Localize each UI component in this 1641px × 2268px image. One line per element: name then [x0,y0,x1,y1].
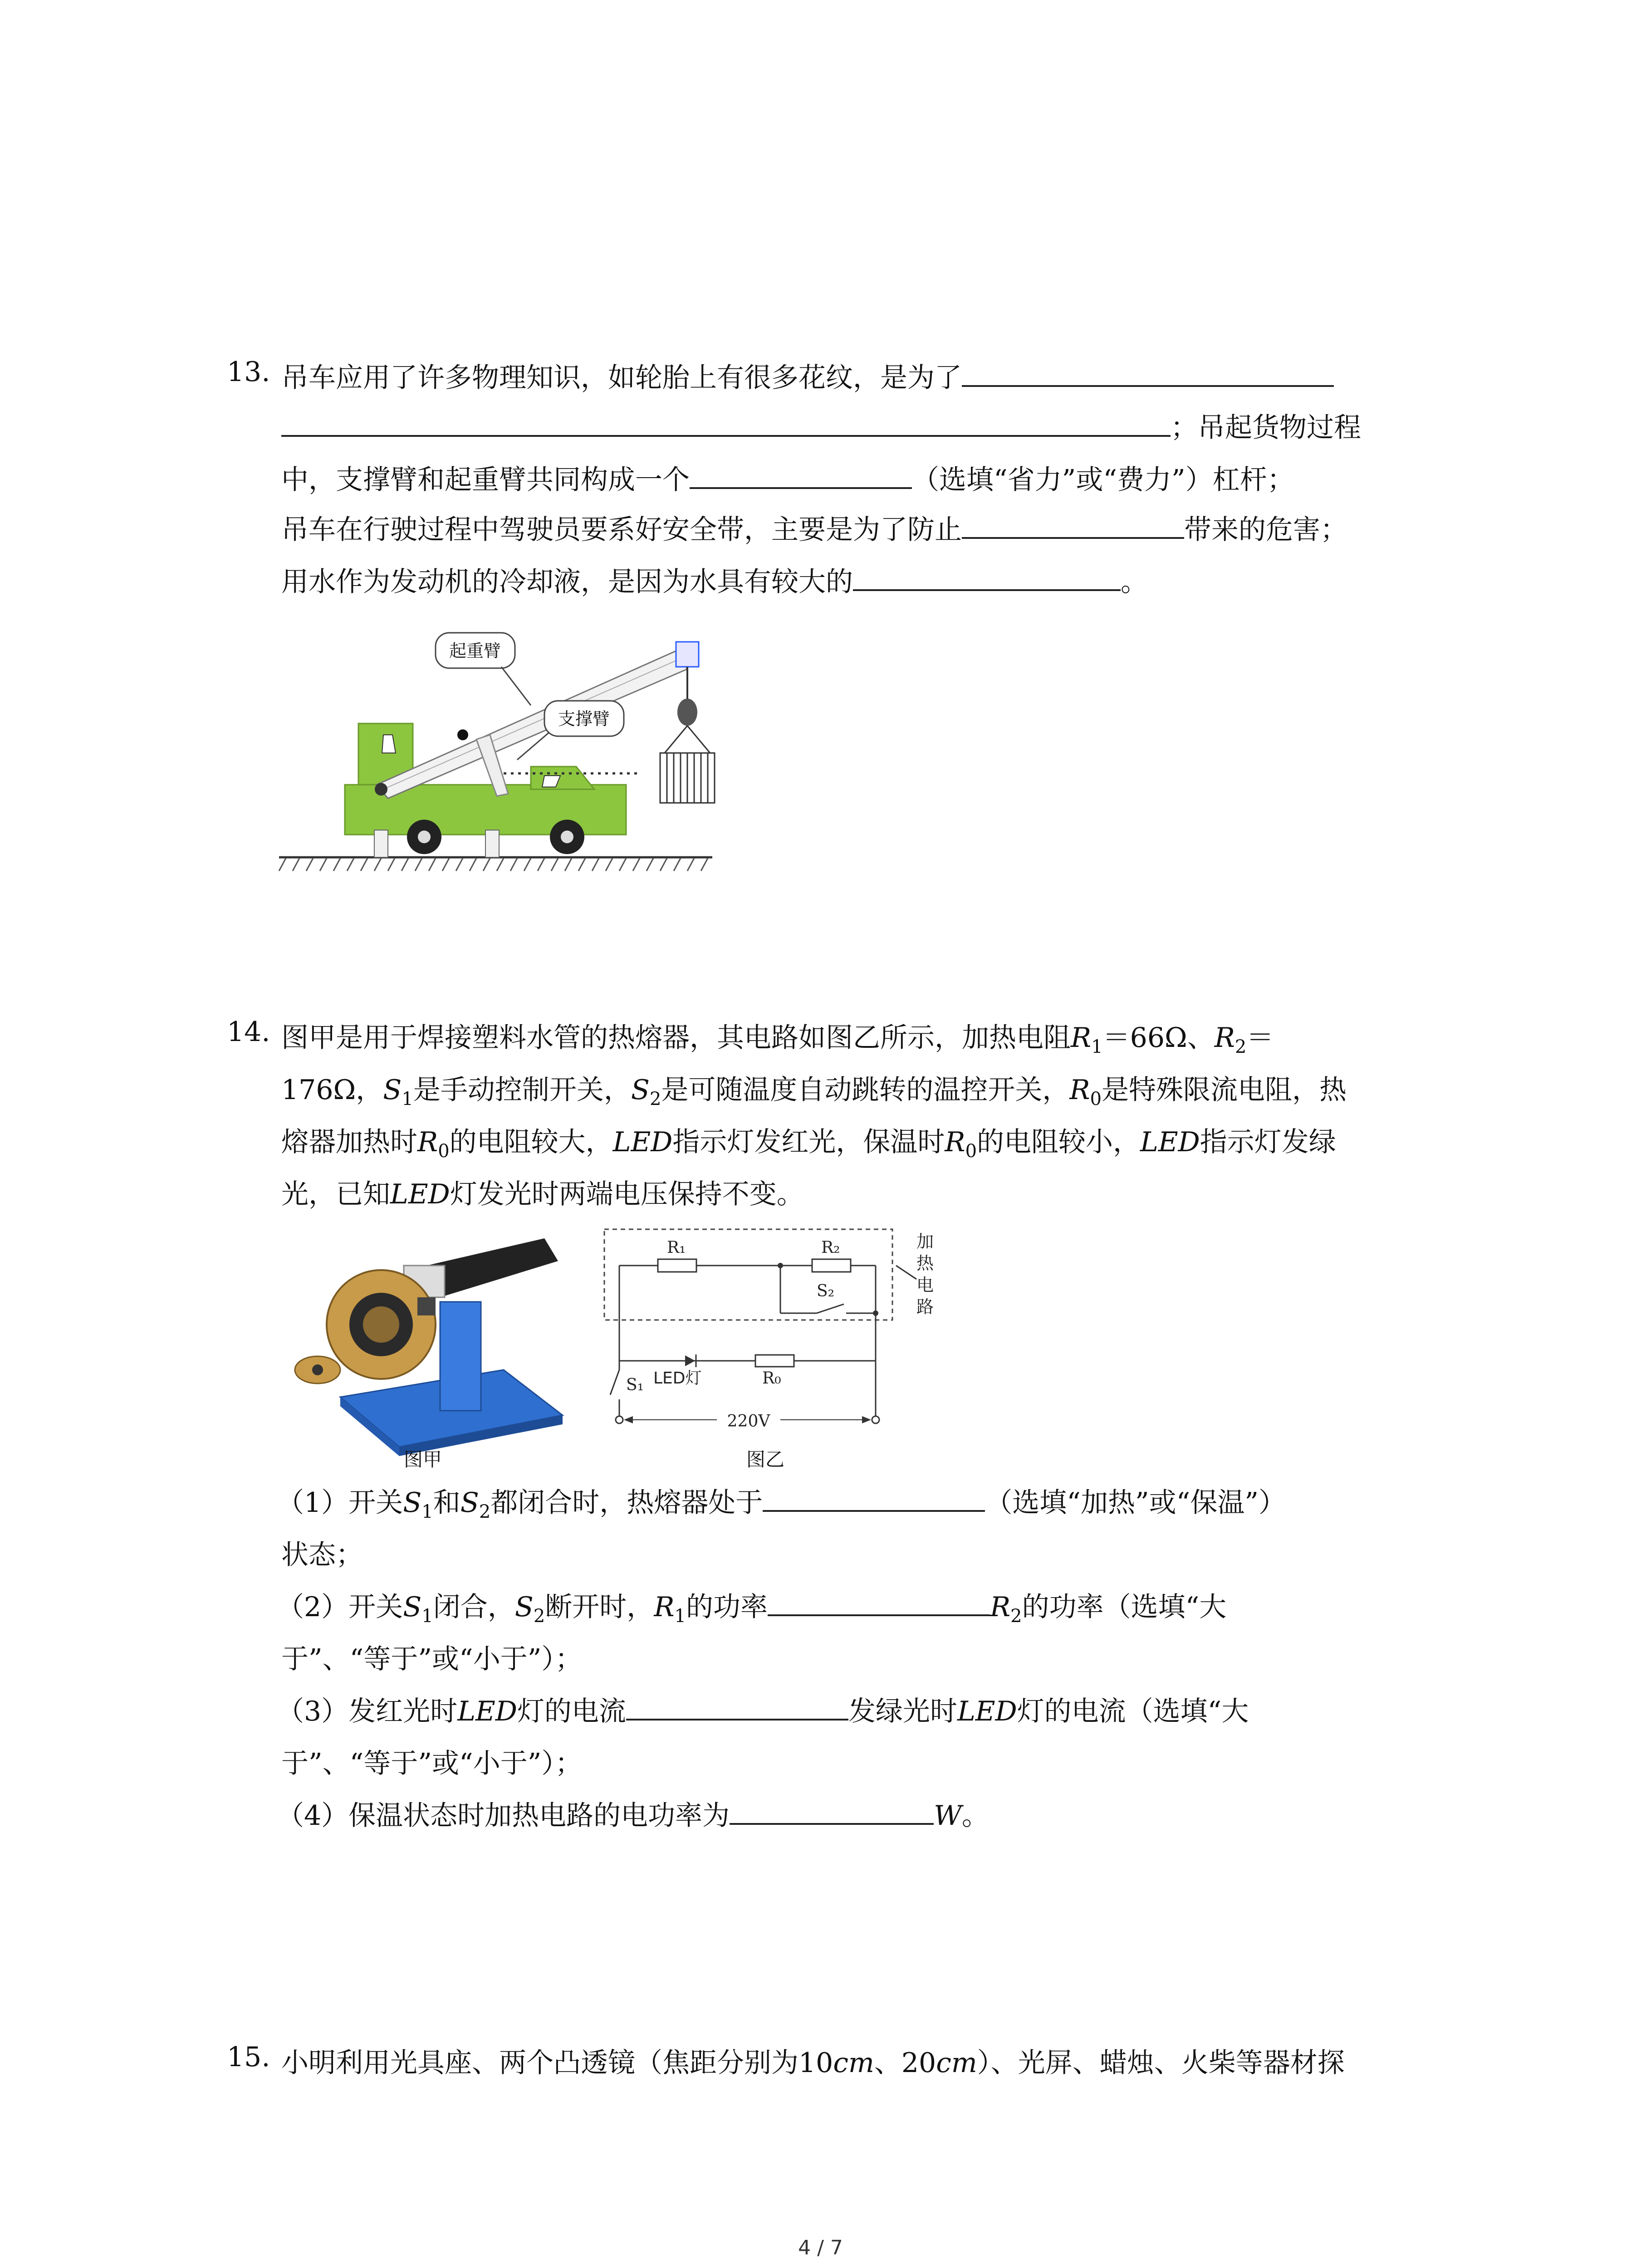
crane-figure [277,603,721,885]
sub-2: 2 [533,1606,545,1627]
sub-0: 0 [965,1141,977,1162]
answer-blank-14-3[interactable] [626,1691,848,1721]
var-LED: LED [457,1696,517,1727]
sub-1: 1 [402,1089,413,1110]
var-W: W [934,1800,962,1832]
q14-text: （3）发红光时 [277,1696,458,1727]
answer-blank-14-2[interactable] [768,1587,990,1616]
q14-text: 状态； [281,1539,363,1571]
q14-line-4 [281,1173,804,1212]
var-LED: LED [957,1696,1017,1727]
q13-line-4 [281,508,1347,547]
sub-2: 2 [479,1501,491,1522]
label-r2: R₂ [821,1238,840,1257]
q14-text: 光，已知 [281,1178,390,1210]
q14-text: 是手动控制开关， [413,1074,631,1106]
var-R: R [989,1591,1011,1623]
answer-blank-13-1-cont[interactable] [281,408,1171,437]
unit-cm: cm [936,2047,977,2079]
label-s1: S₁ [626,1376,644,1394]
q14-text: 的功率 [686,1591,768,1623]
q13-line-3 [281,458,1294,497]
q14-text: （4）保温状态时加热电路的电功率为 [277,1800,730,1832]
var-R: R [1214,1022,1235,1054]
var-S: S [514,1591,534,1623]
q15-text: 小明利用光具座、两个凸透镜（焦距分别为10 [281,2047,833,2079]
q13-text: 吊车应用了许多物理知识，如轮胎上有很多花纹，是为了 [281,362,962,394]
sub-0: 0 [1090,1089,1102,1110]
q14-sub-4 [277,1794,989,1833]
q14-text: 的电阻较大， [449,1126,613,1158]
answer-blank-13-3[interactable] [962,510,1184,539]
q13-line-5 [281,560,1148,599]
heat-label-4: 路 [916,1297,934,1317]
page-number: 4 / 7 [798,2236,843,2259]
var-LED: LED [390,1178,450,1210]
q13-line-2 [281,406,1361,445]
var-S: S [631,1074,650,1106]
q14-text: ＝ [1246,1022,1274,1054]
heat-label-2: 热 [916,1253,934,1273]
sub-2: 2 [1010,1606,1022,1627]
var-R: R [417,1126,438,1158]
var-S: S [403,1487,422,1519]
q14-text: 的功率（选填“大 [1022,1591,1227,1623]
q14-text: 。 [961,1800,989,1832]
question-number: 14. [227,1016,270,1048]
figure-b-caption: 图乙 [746,1448,785,1471]
q13-line-1 [281,356,1334,395]
q13-text: （选填“省力”或“费力”）杠杆； [912,464,1294,496]
var-S: S [460,1487,479,1519]
q14-text: 熔器加热时 [281,1126,417,1158]
q14-sub-2-cont [281,1637,582,1677]
q15-text: 、20 [874,2047,936,2079]
q14-sub-1 [277,1481,1286,1522]
answer-blank-13-1[interactable] [962,358,1334,387]
var-LED: LED [1140,1126,1200,1158]
q14-text: 图甲是用于焊接塑料水管的热熔器，其电路如图乙所示，加热电阻 [281,1022,1071,1054]
q15-text: ）、光屏、蜡烛、火柴等器材探 [977,2047,1345,2079]
var-LED: LED [612,1126,673,1158]
var-R: R [654,1591,675,1623]
label-r1: R₁ [667,1238,686,1257]
heat-label-3: 电 [916,1275,934,1295]
q14-text: 都闭合时，热熔器处于 [490,1487,763,1519]
q13-text: 带来的危害； [1184,514,1347,546]
var-S: S [403,1591,422,1623]
sub-1: 1 [421,1501,433,1522]
q14-sub-3 [277,1690,1249,1729]
q14-line-1 [281,1016,1274,1057]
q13-text: 吊车在行驶过程中驾驶员要系好安全带，主要是为了防止 [281,514,962,546]
q14-sub-3-cont [281,1742,582,1781]
label-support: 支撑臂 [558,709,610,729]
answer-blank-14-4[interactable] [730,1796,934,1825]
q14-text: 指示灯发绿 [1200,1126,1336,1158]
sub-1: 1 [1091,1036,1103,1057]
q14-text: 灯的电流（选填“大 [1017,1696,1249,1727]
q14-text: 灯发光时两端电压保持不变。 [450,1178,804,1210]
q13-text: 中，支撑臂和起重臂共同构成一个 [281,464,690,496]
sub-2: 2 [1234,1036,1247,1057]
q15-line-1 [281,2041,1345,2080]
q14-line-2 [281,1068,1347,1110]
q14-text: 和 [433,1487,460,1519]
q14-text: 的电阻较小， [977,1126,1141,1158]
sub-0: 0 [438,1141,450,1162]
label-r0: R₀ [762,1369,781,1388]
answer-blank-13-4[interactable] [853,562,1121,591]
q14-text: （2）开关 [277,1591,403,1623]
var-S: S [383,1074,402,1106]
sub-1: 1 [421,1606,433,1627]
q14-text: 是可随温度自动跳转的温控开关， [661,1074,1070,1106]
q14-text: 176Ω， [281,1074,383,1106]
q14-text: （1）开关 [277,1487,403,1519]
label-led: LED灯 [653,1369,702,1388]
var-R: R [1069,1074,1090,1106]
q14-text: 断开时， [545,1591,654,1623]
q14-text: 于”、“等于”或“小于”）； [281,1643,583,1675]
question-number: 13. [227,356,270,388]
q14-sub-2 [277,1585,1226,1627]
q14-text: （选填“加热”或“保温”） [985,1487,1286,1519]
q14-text: ＝66Ω、 [1102,1022,1215,1054]
label-boom: 起重臂 [449,641,501,661]
q14-text: 指示灯发红光，保温时 [672,1126,945,1158]
sub-1: 1 [674,1606,686,1627]
q14-text: 闭合， [433,1591,515,1623]
q13-text: 。 [1121,566,1148,598]
q14-text: 灯的电流 [517,1696,626,1727]
q14-text: 于”、“等于”或“小于”）； [281,1748,583,1779]
answer-blank-14-1[interactable] [763,1483,985,1512]
sub-2: 2 [649,1089,661,1110]
welder-photo [290,1234,572,1465]
circuit-diagram [599,1220,962,1442]
var-R: R [1071,1022,1092,1054]
var-R: R [945,1126,965,1158]
label-s2: S₂ [817,1282,835,1300]
heat-label-1: 加 [916,1232,934,1251]
q14-text: 是特殊限流电阻，热 [1102,1074,1347,1106]
label-voltage: 220V [727,1412,770,1431]
q14-sub-1-cont [281,1533,363,1572]
q14-line-3 [281,1120,1336,1162]
q13-text: 用水作为发动机的冷却液，是因为水具有较大的 [281,566,853,598]
unit-cm: cm [833,2047,874,2079]
figure-a-caption: 图甲 [404,1448,442,1471]
q14-text: 发绿光时 [848,1696,957,1727]
q13-text: ；吊起货物过程 [1171,412,1361,444]
question-number: 15. [227,2041,270,2073]
answer-blank-13-2[interactable] [690,460,912,489]
